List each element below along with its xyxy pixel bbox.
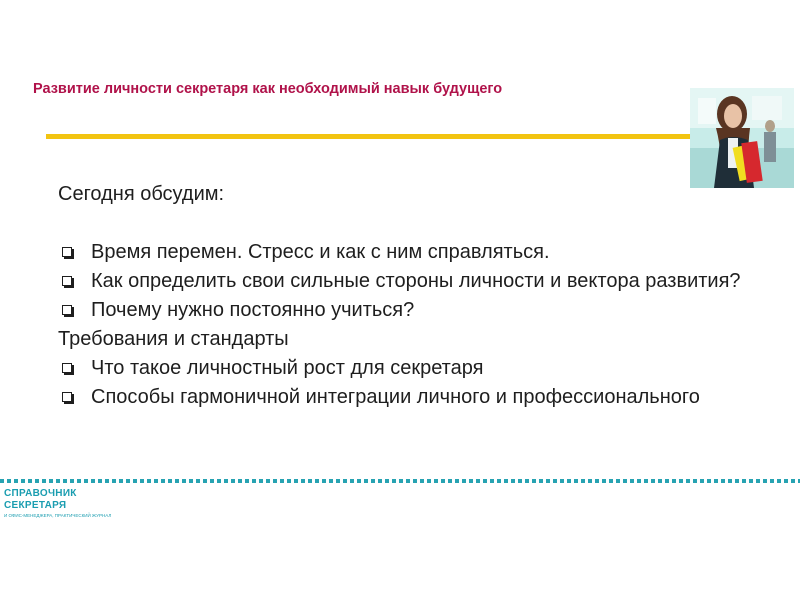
intro-text: Сегодня обсудим:: [58, 183, 225, 205]
logo-stripes: [0, 479, 800, 483]
logo-line-2: СЕКРЕТАРЯ: [4, 500, 67, 511]
logo-tagline: И ОФИС-МЕНЕДЖЕРА, ПРАКТИЧЕСКИЙ ЖУРНАЛ: [4, 513, 112, 518]
list-item: [58, 354, 758, 383]
checkbox-bullet-icon: [62, 305, 72, 315]
list-item-text: Что такое личностный рост для секретаря: [91, 357, 484, 379]
list-item-text: Как определить свои сильные стороны личности и вектора развития?: [91, 270, 741, 292]
logo-line-1: СПРАВОЧНИК: [4, 488, 77, 499]
title-divider: [46, 134, 692, 139]
checkbox-bullet-icon: [62, 276, 72, 286]
list-item: [58, 383, 758, 412]
checkbox-bullet-icon: [62, 392, 72, 402]
list-item: [58, 296, 758, 325]
list-item: [58, 238, 758, 267]
list-item-text: Почему нужно постоянно учиться?: [91, 299, 415, 321]
section-heading: Требования и стандарты: [58, 328, 289, 350]
secretary-photo: [690, 88, 794, 188]
checkbox-bullet-icon: [62, 247, 72, 257]
content-list: [58, 180, 758, 412]
brand-logo: [4, 482, 164, 519]
list-item-text: Время перемен. Стресс и как с ним справляться.: [91, 241, 550, 263]
checkbox-bullet-icon: [62, 363, 72, 373]
list-item: [58, 267, 758, 296]
slide-title: Развитие личности секретаря как необходимый навык будущего: [33, 81, 503, 97]
list-item-text: Способы гармоничной интеграции личного и профессионального: [91, 386, 700, 408]
